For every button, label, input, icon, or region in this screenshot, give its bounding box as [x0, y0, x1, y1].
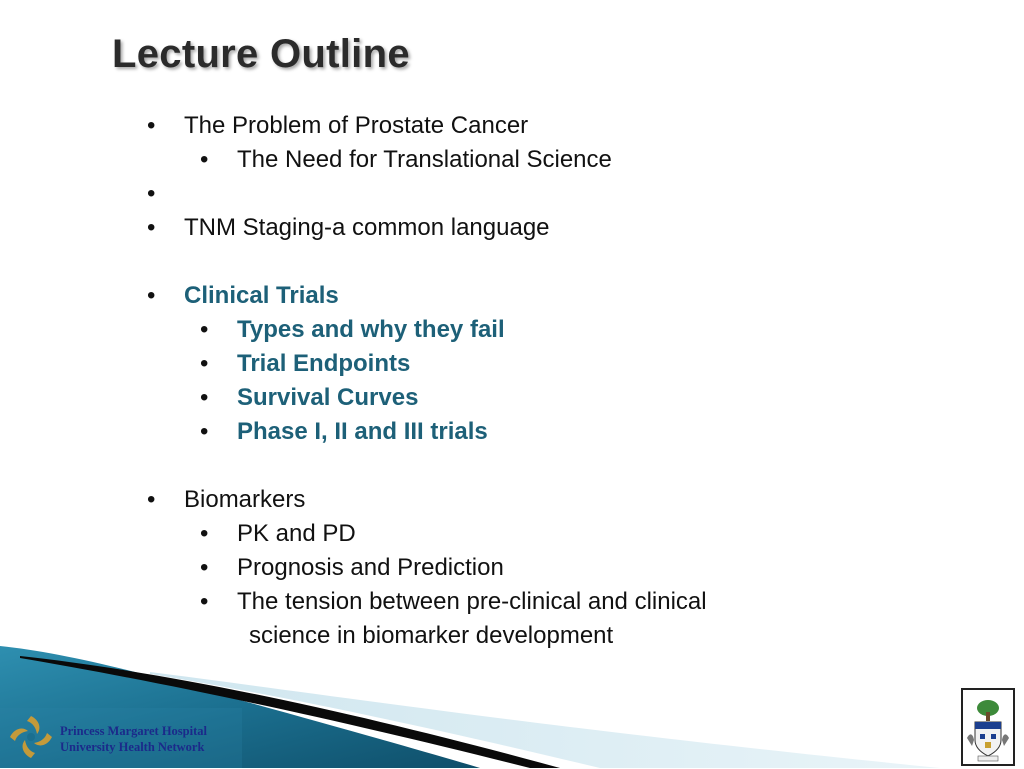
outline-item-text: Prognosis and Prediction [237, 554, 504, 581]
bullet: • [200, 554, 209, 581]
bullet: • [200, 588, 209, 615]
org-name-line1: Princess Margaret Hospital [60, 724, 207, 738]
bullet: • [200, 146, 209, 173]
slide-title: Lecture Outline [112, 32, 410, 76]
bullet: • [200, 316, 209, 343]
bullet: • [147, 214, 156, 241]
university-crest [961, 688, 1015, 766]
outline-item-text: The Need for Translational Science [237, 146, 612, 173]
pmh-logo-icon [6, 712, 56, 762]
bullet: • [200, 384, 209, 411]
bullet: • [200, 350, 209, 377]
bullet: • [147, 180, 156, 207]
bullet: • [147, 486, 156, 513]
outline-item-text: Survival Curves [237, 384, 419, 411]
outline-item-text: Phase I, II and III trials [237, 418, 488, 445]
org-name-line2: University Health Network [60, 740, 205, 754]
bullet: • [200, 520, 209, 547]
outline-item-continuation: science in biomarker development [249, 622, 614, 649]
outline-item-text: Types and why they fail [237, 316, 505, 343]
bullet: • [200, 418, 209, 445]
outline-item-text: PK and PD [237, 520, 356, 547]
outline-item-text: The tension between pre-clinical and clinical [237, 588, 707, 615]
university-crest-icon [963, 690, 1013, 764]
outline-item-text: Trial Endpoints [237, 350, 411, 377]
outline-item-text: Clinical Trials [184, 282, 339, 309]
outline-item-text: TNM Staging-a common language [184, 214, 550, 241]
outline-item-text: Biomarkers [184, 486, 306, 513]
bullet: • [147, 282, 156, 309]
bullet: • [147, 112, 156, 139]
outline-item-text: The Problem of Prostate Cancer [184, 112, 529, 139]
